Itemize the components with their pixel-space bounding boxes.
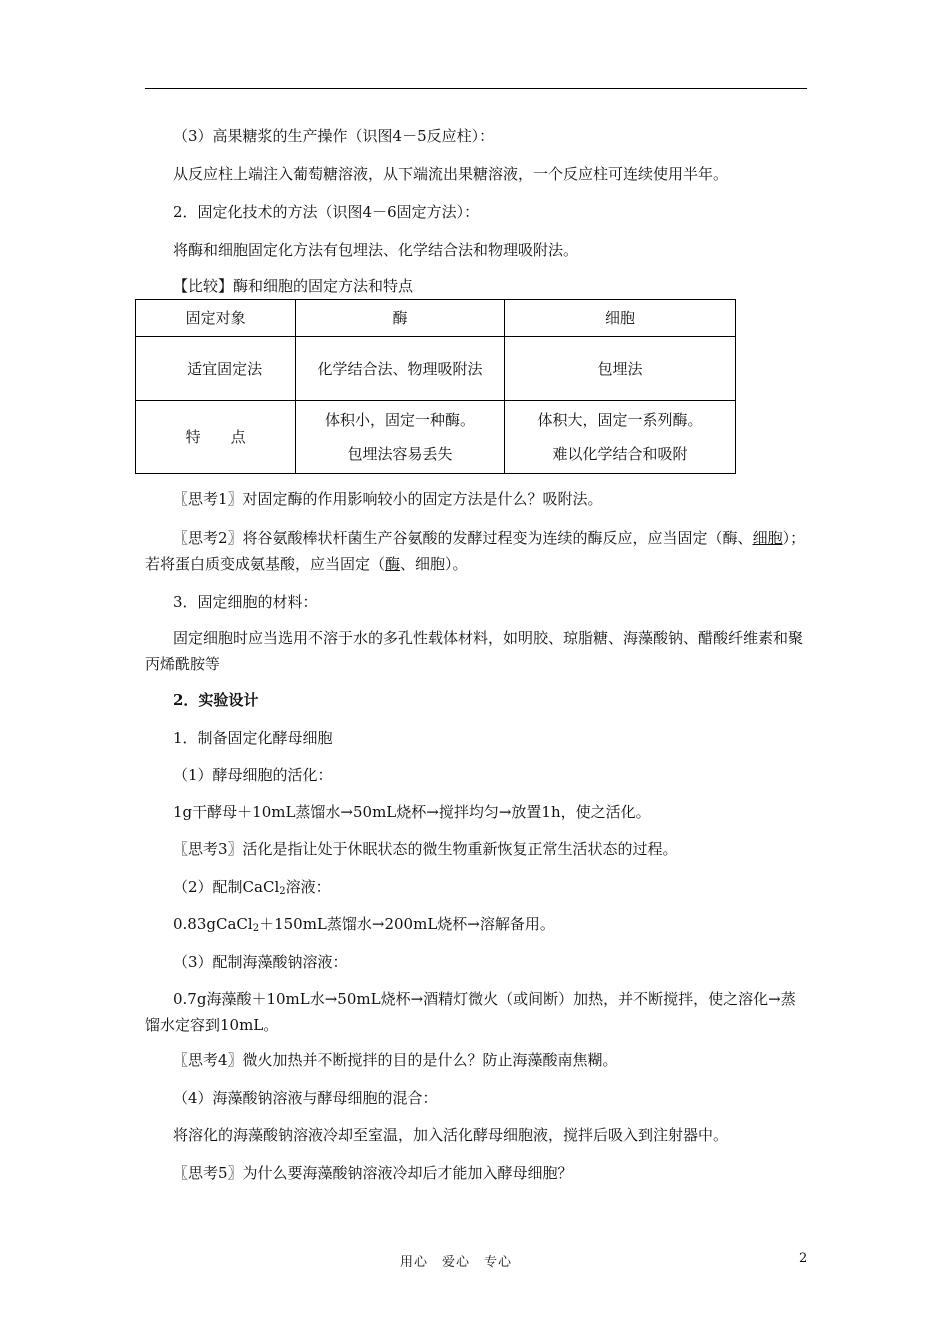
table-cell-enzyme-method: 化学结合法、物理吸附法 [296, 337, 505, 401]
paragraph-cacl2-steps [145, 911, 837, 937]
footer-motto: 用心 爱心 专心 [400, 1255, 513, 1270]
section-heading-experiment: 2．实验设计 [173, 691, 259, 709]
cell-feature-line1: 体积大，固定一系列酶。 [537, 411, 703, 429]
table-header-object: 固定对象 [136, 300, 296, 337]
table-cell-enzyme-feature [296, 401, 505, 474]
cacl2-steps-text: 0.83gCaCl [173, 915, 253, 933]
table-cell-cell-method: 包埋法 [504, 337, 735, 401]
think-3: 〖思考3〗活化是指让处于休眠状态的微生物重新恢复正常生活状态的过程。 [173, 840, 678, 858]
table-header-enzyme: 酶 [296, 300, 505, 337]
cacl2-steps-suffix: ＋150mL蒸馏水→200mL烧杯→溶解备用。 [259, 915, 555, 933]
think-2-text-a: 〖思考2〗将谷氨酸棒状杆菌生产谷氨酸的发酵过程变为连续的酶反应，应当固定（酶、 [173, 529, 753, 547]
paragraph-material-text: 固定细胞时应当选用不溶于水的多孔性载体材料，如明胶、琼脂糖、海藻酸钠、醋酸纤维素和聚丙烯酰胺等 [145, 629, 804, 673]
cacl2-title-text: （2）配制CaCl [173, 878, 280, 896]
table-header-cell: 细胞 [504, 300, 735, 337]
table-row [136, 337, 736, 401]
paragraph-prepare-title: 1．制备固定化酵母细胞 [173, 729, 333, 747]
paragraph-mixing-title: （4）海藻酸钠溶液与酵母细胞的混合： [173, 1089, 438, 1107]
paragraph-method-text: 将酶和细胞固定化方法有包埋法、化学结合法和物理吸附法。 [173, 241, 579, 259]
cell-feature-line2: 难以化学结合和吸附 [552, 445, 688, 463]
think-4: 〖思考4〗微火加热并不断搅拌的目的是什么？防止海藻酸南焦糊。 [173, 1051, 618, 1069]
paragraph-reactor-text: 从反应柱上端注入葡萄糖溶液，从下端流出果糖溶液，一个反应柱可连续使用半年。 [173, 165, 729, 183]
table-cell-cell-feature [504, 401, 735, 474]
think-2-text-b: ）；若将蛋白质变成氨基酸，应当固定（ [145, 529, 806, 573]
paragraph-alginate-title: （3）配制海藻酸钠溶液： [173, 953, 348, 971]
paragraph-mixing-text: 将溶化的海藻酸钠溶液冷却至室温，加入活化酵母细胞液，搅拌后吸入到注射器中。 [173, 1126, 729, 1144]
think-2-text-c: 、细胞）。 [400, 555, 468, 573]
enzyme-feature-line2: 包埋法容易丢失 [347, 445, 453, 463]
think-2 [145, 525, 809, 577]
header-rule [145, 88, 807, 89]
enzyme-feature-line1: 体积小，固定一种酶。 [325, 411, 476, 429]
table-cell-method-label: 适宜固定法 [136, 337, 296, 401]
paragraph-alginate-steps: 0.7g海藻酸＋10mL水→50mL烧杯→酒精灯微火（或间断）加热，并不断搅拌，使之溶化→蒸馏水定容到10mL。 [145, 990, 796, 1034]
cacl2-steps-subscript: 2 [252, 923, 260, 934]
cacl2-title-subscript: 2 [279, 886, 286, 897]
paragraph-material-title: 3．固定细胞的材料： [173, 593, 318, 611]
think-1: 〖思考1〗对固定酶的作用影响较小的固定方法是什么？吸附法。 [173, 490, 603, 508]
table-row [136, 401, 736, 474]
paragraph-activation-title: （1）酵母细胞的活化： [173, 766, 333, 784]
think-5: 〖思考5〗为什么要海藻酸钠溶液冷却后才能加入酵母细胞？ [173, 1164, 573, 1182]
paragraph-cacl2-title [145, 874, 837, 900]
paragraph-method-title: 2．固定化技术的方法（识图4－6固定方法）： [173, 203, 480, 221]
think-2-underline-cell: 细胞 [752, 529, 783, 547]
table-cell-feature-label: 特 点 [136, 401, 296, 474]
paragraph-step3-title: （3）高果糖浆的生产操作（识图4－5反应柱）： [173, 127, 495, 145]
paragraph-activation-steps: 1g干酵母＋10mL蒸馏水→50mL烧杯→搅拌均匀→放置1h，使之活化。 [173, 803, 651, 821]
comparison-caption: 【比较】酶和细胞的固定方法和特点 [173, 277, 414, 295]
cacl2-title-suffix: 溶液： [285, 878, 331, 896]
table-row [136, 300, 736, 337]
think-2-underline-enzyme: 酶 [385, 555, 401, 573]
page-number: 2 [799, 1251, 808, 1266]
comparison-table [135, 299, 736, 474]
